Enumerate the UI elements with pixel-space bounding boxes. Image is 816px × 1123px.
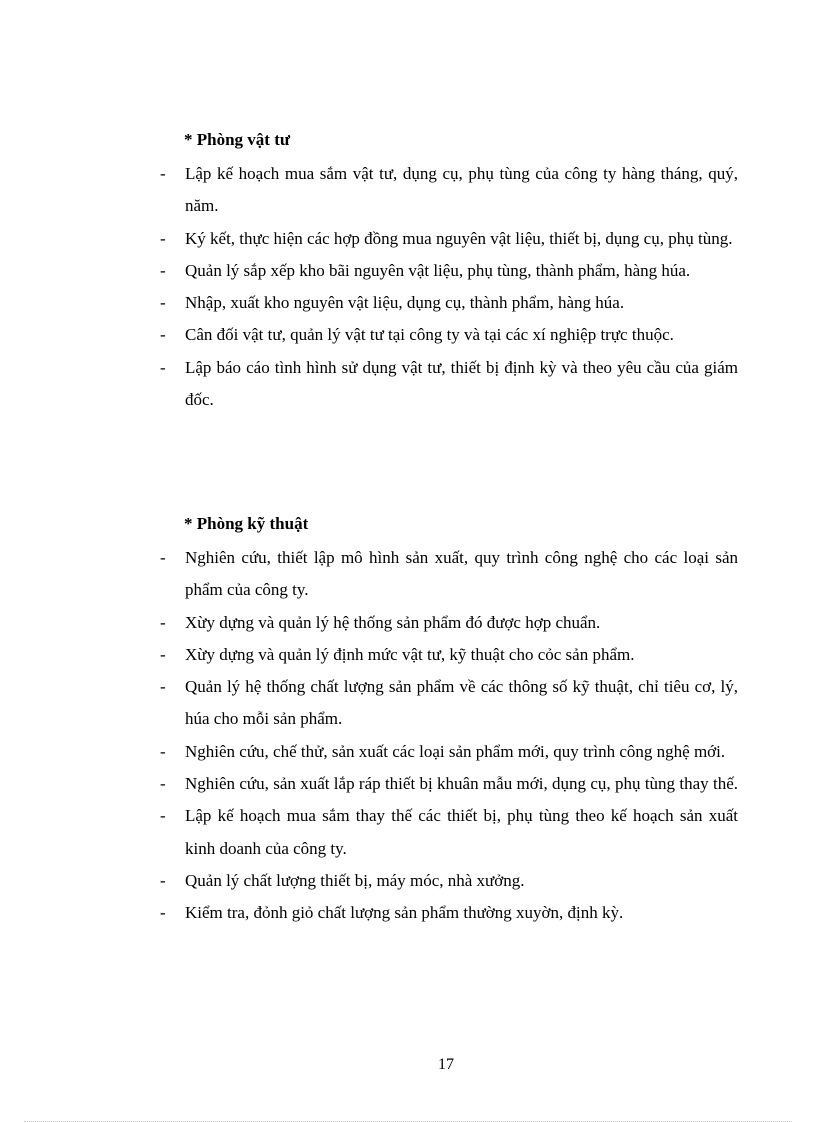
- section-phong-ky-thuat: [160, 512, 738, 930]
- list-item: [160, 768, 738, 800]
- list-item-text: Xừy dựng và quản lý hệ thống sản phẩm đó được hợp chuẩn.: [185, 612, 601, 632]
- section-title: * Phòng kỹ thuật: [184, 514, 309, 533]
- list-item: [160, 255, 738, 287]
- list-item-text: Lập kế hoạch mua sắm vật tư, dụng cụ, phụ tùng của công ty hàng tháng, quý, năm.: [185, 164, 738, 216]
- list-item: [160, 223, 738, 255]
- dash-bullet: -: [160, 903, 166, 923]
- page-bottom-divider: [24, 1121, 792, 1122]
- list-item: [160, 736, 738, 768]
- list-item: [160, 671, 738, 736]
- list-item-text: Cân đối vật tư, quản lý vật tư tại công ty và tại các xí nghiệp trực thuộc.: [185, 325, 674, 345]
- dash-bullet: -: [160, 612, 166, 632]
- list-item: [160, 319, 738, 351]
- list-item: [160, 287, 738, 319]
- dash-bullet: -: [160, 806, 166, 826]
- list-item-text: Lập báo cáo tình hình sử dụng vật tư, thiết bị định kỳ và theo yêu cầu của giám đốc.: [185, 357, 738, 410]
- list-item-text: Xừy dựng và quản lý định mức vật tư, kỹ thuật cho cỏc sản phẩm.: [185, 644, 635, 664]
- dash-bullet: -: [160, 357, 166, 377]
- list-item-text: Nhập, xuất kho nguyên vật liệu, dụng cụ, thành phẩm, hàng húa.: [185, 293, 625, 313]
- list-item-text: Quản lý sắp xếp kho bãi nguyên vật liệu, phụ tùng, thành phẩm, hàng húa.: [185, 260, 691, 280]
- list-item-text: Ký kết, thực hiện các hợp đồng mua nguyên vật liệu, thiết bị, dụng cụ, phụ tùng.: [185, 228, 733, 248]
- dash-bullet: -: [160, 548, 166, 567]
- list-item: [160, 542, 738, 607]
- list-item: [160, 158, 738, 223]
- section-phong-vat-tu: [160, 128, 738, 416]
- list-item: [160, 352, 738, 417]
- dash-bullet: -: [160, 164, 166, 183]
- list-item: [160, 639, 738, 671]
- dash-bullet: -: [160, 325, 166, 345]
- list-item-text: Nghiên cứu, chế thử, sản xuất các loại sản phẩm mới, quy trình công nghệ mới.: [185, 741, 726, 761]
- list-item-text: Quản lý hệ thống chất lượng sản phẩm về các thông số kỹ thuật, chỉ tiêu cơ, lý, húa cho mỗi sản phẩm.: [185, 677, 738, 729]
- bullet-list: [160, 542, 738, 930]
- list-item-text: Lập kế hoạch mua sắm thay thế các thiết bị, phụ tùng theo kế hoạch sản xuất kinh doanh của công ty.: [185, 806, 738, 858]
- dash-bullet: -: [160, 228, 166, 248]
- dash-bullet: -: [160, 293, 166, 313]
- list-item-text: Nghiên cứu, thiết lập mô hình sản xuất, quy trình công nghệ cho các loại sản phẩm của công ty.: [185, 548, 738, 600]
- list-item: [160, 800, 738, 865]
- dash-bullet: -: [160, 774, 166, 794]
- bullet-list: [160, 158, 738, 416]
- dash-bullet: -: [160, 677, 166, 697]
- dash-bullet: -: [160, 870, 166, 890]
- section-title: * Phòng vật tư: [184, 130, 291, 149]
- list-item-text: Nghiên cứu, sản xuất lắp ráp thiết bị khuân mẫu mới, dụng cụ, phụ tùng thay thế.: [185, 774, 738, 794]
- list-item-text: Kiểm tra, đỏnh giỏ chất lượng sản phẩm thường xuyờn, định kỳ.: [185, 903, 624, 923]
- list-item: [160, 607, 738, 639]
- list-item: [160, 897, 738, 929]
- page-number: 17: [438, 1056, 454, 1073]
- dash-bullet: -: [160, 741, 166, 761]
- list-item-text: Quản lý chất lượng thiết bị, máy móc, nhà xưởng.: [185, 870, 525, 890]
- list-item: [160, 865, 738, 897]
- dash-bullet: -: [160, 260, 166, 280]
- dash-bullet: -: [160, 644, 166, 664]
